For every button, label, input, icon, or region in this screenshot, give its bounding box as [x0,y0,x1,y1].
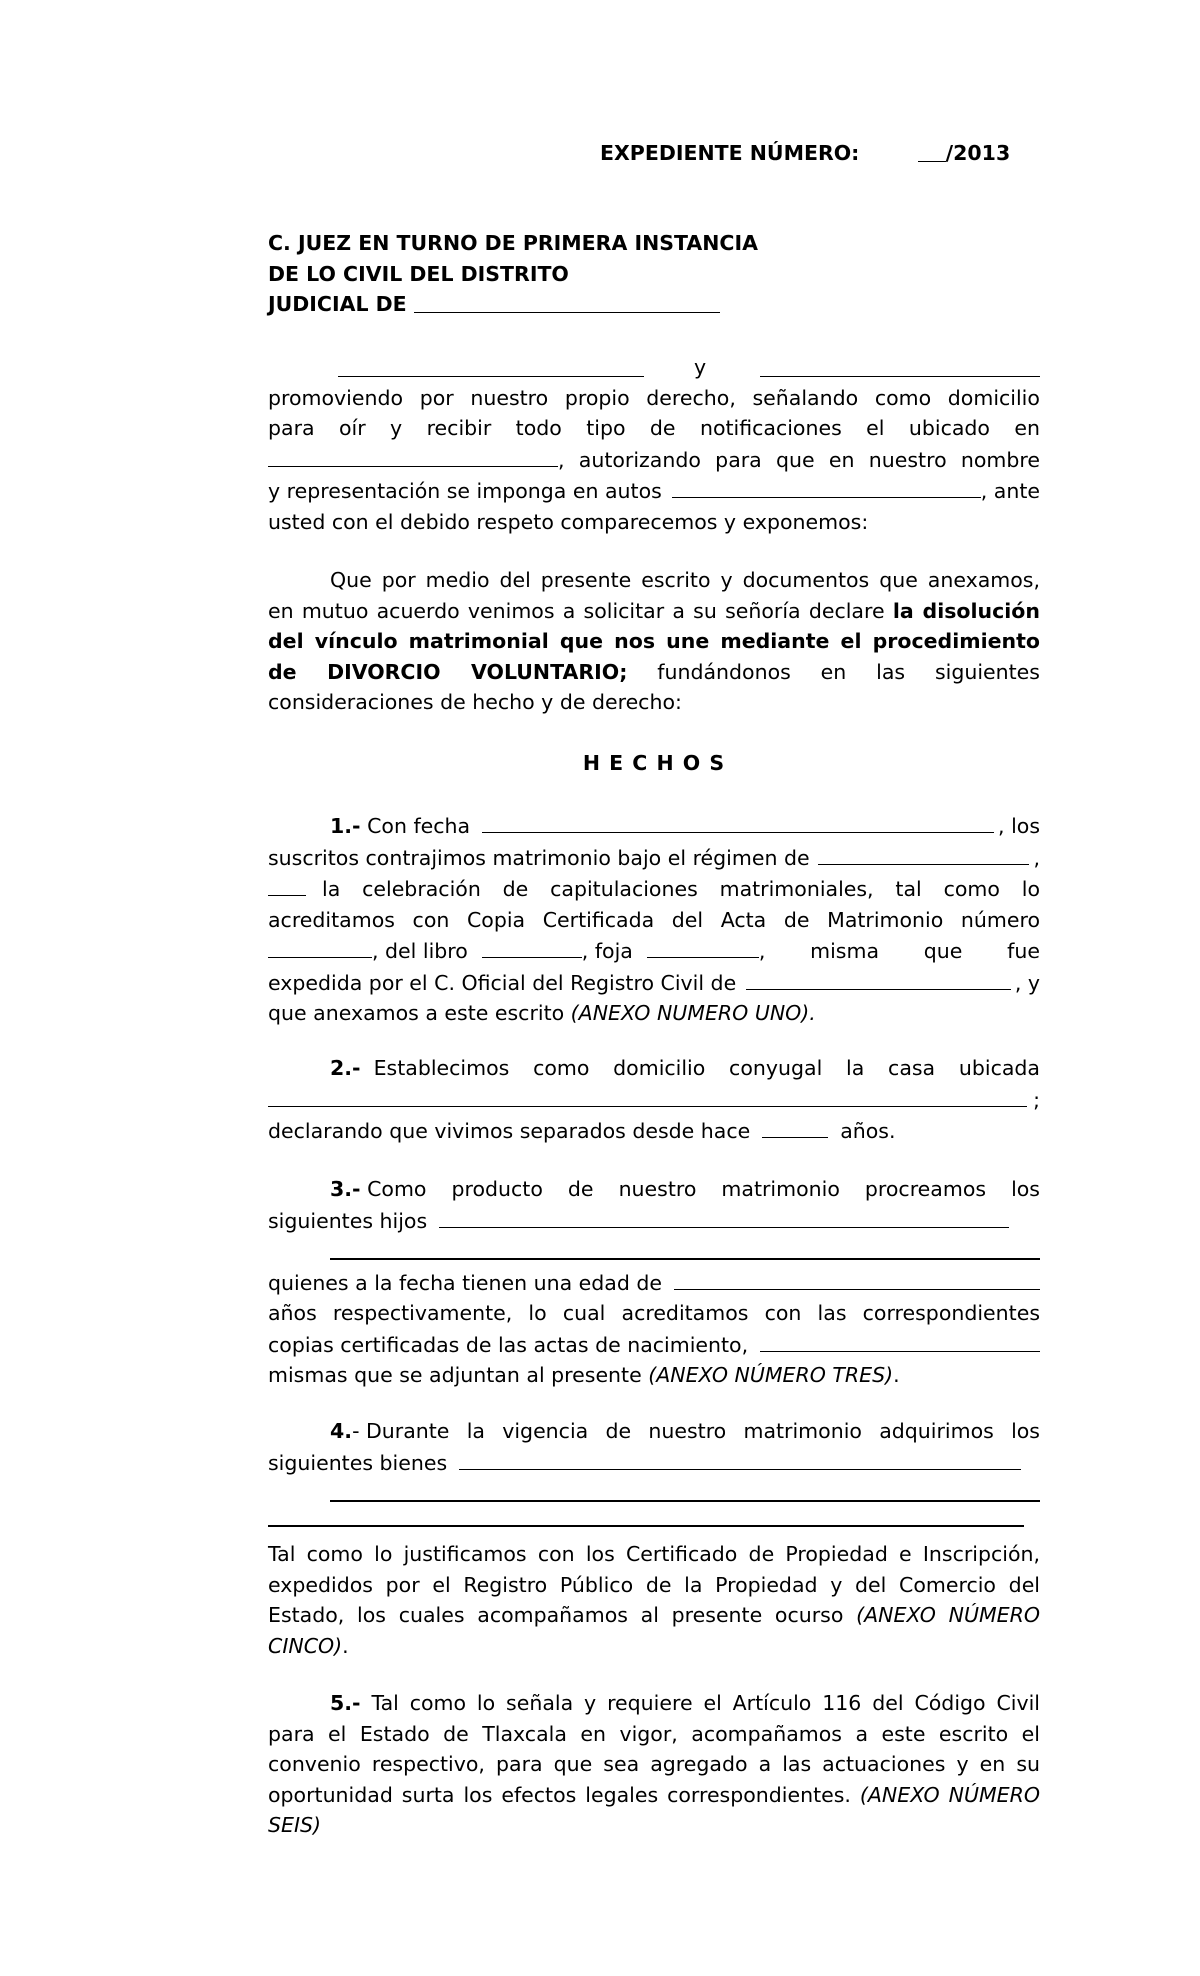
recipient-line-3: JUDICIAL DE [268,292,407,316]
hecho-3-number: 3.- [330,1177,361,1201]
domicilio-blank[interactable] [268,444,558,467]
petition-emphasis: la disolución del vínculo matrimonial que nos une mediante el procedimiento de DIVORCIO VOLUNTARIO; [268,598,1040,684]
hecho-5: 5.- Tal como lo señala y requiere el Artículo 116 del Código Civil para el Estado de Tlaxcala en vigor, acompañamos a este escrito el convenio respectivo, para que sea agregado a las actuaciones y en su oportunidad surta los efectos legales correspondientes. (ANEXO NÚMERO SEIS) [268,1691,1040,1837]
anos-separados-blank[interactable] [762,1115,828,1138]
intro-line-3: , autorizando para que en nuestro nombre [268,444,1040,476]
hijos-blank-2[interactable] [330,1236,1040,1260]
bienes-blank-2[interactable] [330,1478,1040,1502]
promovente-2-blank[interactable] [760,354,1040,377]
hechos-title: H E C H O S [582,751,726,775]
conjunction-y: y [694,355,707,379]
anexo-seis: (ANEXO NÚMERO SEIS) [268,1782,1040,1837]
expediente-blank[interactable] [918,139,946,162]
anexo-cinco: (ANEXO NÚMERO CINCO) [268,1603,1040,1658]
fecha-matrimonio-blank[interactable] [482,810,994,833]
judicial-district-blank[interactable] [414,290,720,313]
hecho-3: 3.- Como producto de nuestro matrimonio procreamos los siguientes hijos quienes a la fecha tienen una edad de años respectivamente, lo cual acreditamos con las correspondientes copias certificadas de las actas de nacimiento, mismas que se adjuntan al presente (ANEXO NÚMERO TRES). [268,1174,1040,1391]
expediente-value: /2013 [945,141,1011,165]
intro-line-1: promoviendo por nuestro propio derecho, señalando como domicilio [268,385,1040,410]
intro-block [268,352,1040,537]
regimen-blank[interactable] [818,842,1030,865]
actas-nacimiento-blank[interactable] [760,1329,1040,1352]
edad-hijos-blank[interactable] [674,1267,1040,1290]
bienes-blank-3[interactable] [268,1503,1024,1527]
registro-civil-blank[interactable] [746,967,1011,990]
hecho-2: 2.- Establecimos como domicilio conyugal la casa ubicada ; declarando que vivimos separados desde hace años. [268,1053,1040,1147]
hecho-2-number: 2.- [330,1056,361,1080]
foja-blank[interactable] [647,935,759,958]
anexo-uno: (ANEXO NUMERO UNO). [570,1001,816,1025]
anexo-tres: (ANEXO NÚMERO TRES) [648,1363,894,1387]
hecho-4: 4. - Durante la vigencia de nuestro matrimonio adquirimos los siguientes bienes Tal como lo justificamos con los Certificado de Propiedad e Inscripción, expedidos por el Registro Público de la Propiedad y del Comercio del Estado, los cuales acompañamos al presente ocurso (ANEXO NÚMERO CINCO). [268,1416,1040,1661]
acta-numero-blank[interactable] [268,935,372,958]
libro-blank[interactable] [482,935,582,958]
capitulaciones-blank[interactable] [268,873,306,896]
hecho-4-number: 4. [330,1419,353,1443]
recipient-block [268,228,1040,320]
expediente-header [600,138,1040,169]
promovente-1-blank[interactable] [338,354,644,377]
hecho-5-number: 5.- [330,1691,361,1715]
hijos-blank-1[interactable] [439,1205,1009,1228]
intro-line-5: usted con el debido respeto comparecemos y exponemos: [268,509,869,534]
hecho-1-number: 1.- [330,814,361,838]
expediente-label: EXPEDIENTE NÚMERO: [600,141,860,165]
hecho-1: 1.- Con fecha , los suscritos contrajimos matrimonio bajo el régimen de , la celebración de capitulaciones matrimoniales, tal como lo acreditamos con Copia Certificada del Acta de Matrimonio número , del libro , foja , misma que fue expedida por el C. Oficial del Registro Civil de , y que anexamos a este escrito (ANEXO NUMERO UNO). [268,810,1040,1029]
intro-line-4: y representación se imponga en autos , ante [268,475,1040,507]
bienes-blank-1[interactable] [459,1447,1021,1470]
autorizado-blank[interactable] [672,475,981,498]
recipient-line-1: C. JUEZ EN TURNO DE PRIMERA INSTANCIA [268,231,758,255]
domicilio-conyugal-blank[interactable] [268,1084,1027,1107]
intro-line-2: para oír y recibir todo tipo de notificaciones el ubicado en [268,416,1040,440]
petition-paragraph: Que por medio del presente escrito y documentos que anexamos, en mutuo acuerdo venimos a solicitar a su señoría declare la disolución del vínculo matrimonial que nos une mediante el procedimiento de DIVORCIO VOLUNTARIO; fundándonos en las siguientes consideraciones de hecho y de derecho: [268,568,1040,714]
recipient-line-2: DE LO CIVIL DEL DISTRITO [268,261,569,286]
